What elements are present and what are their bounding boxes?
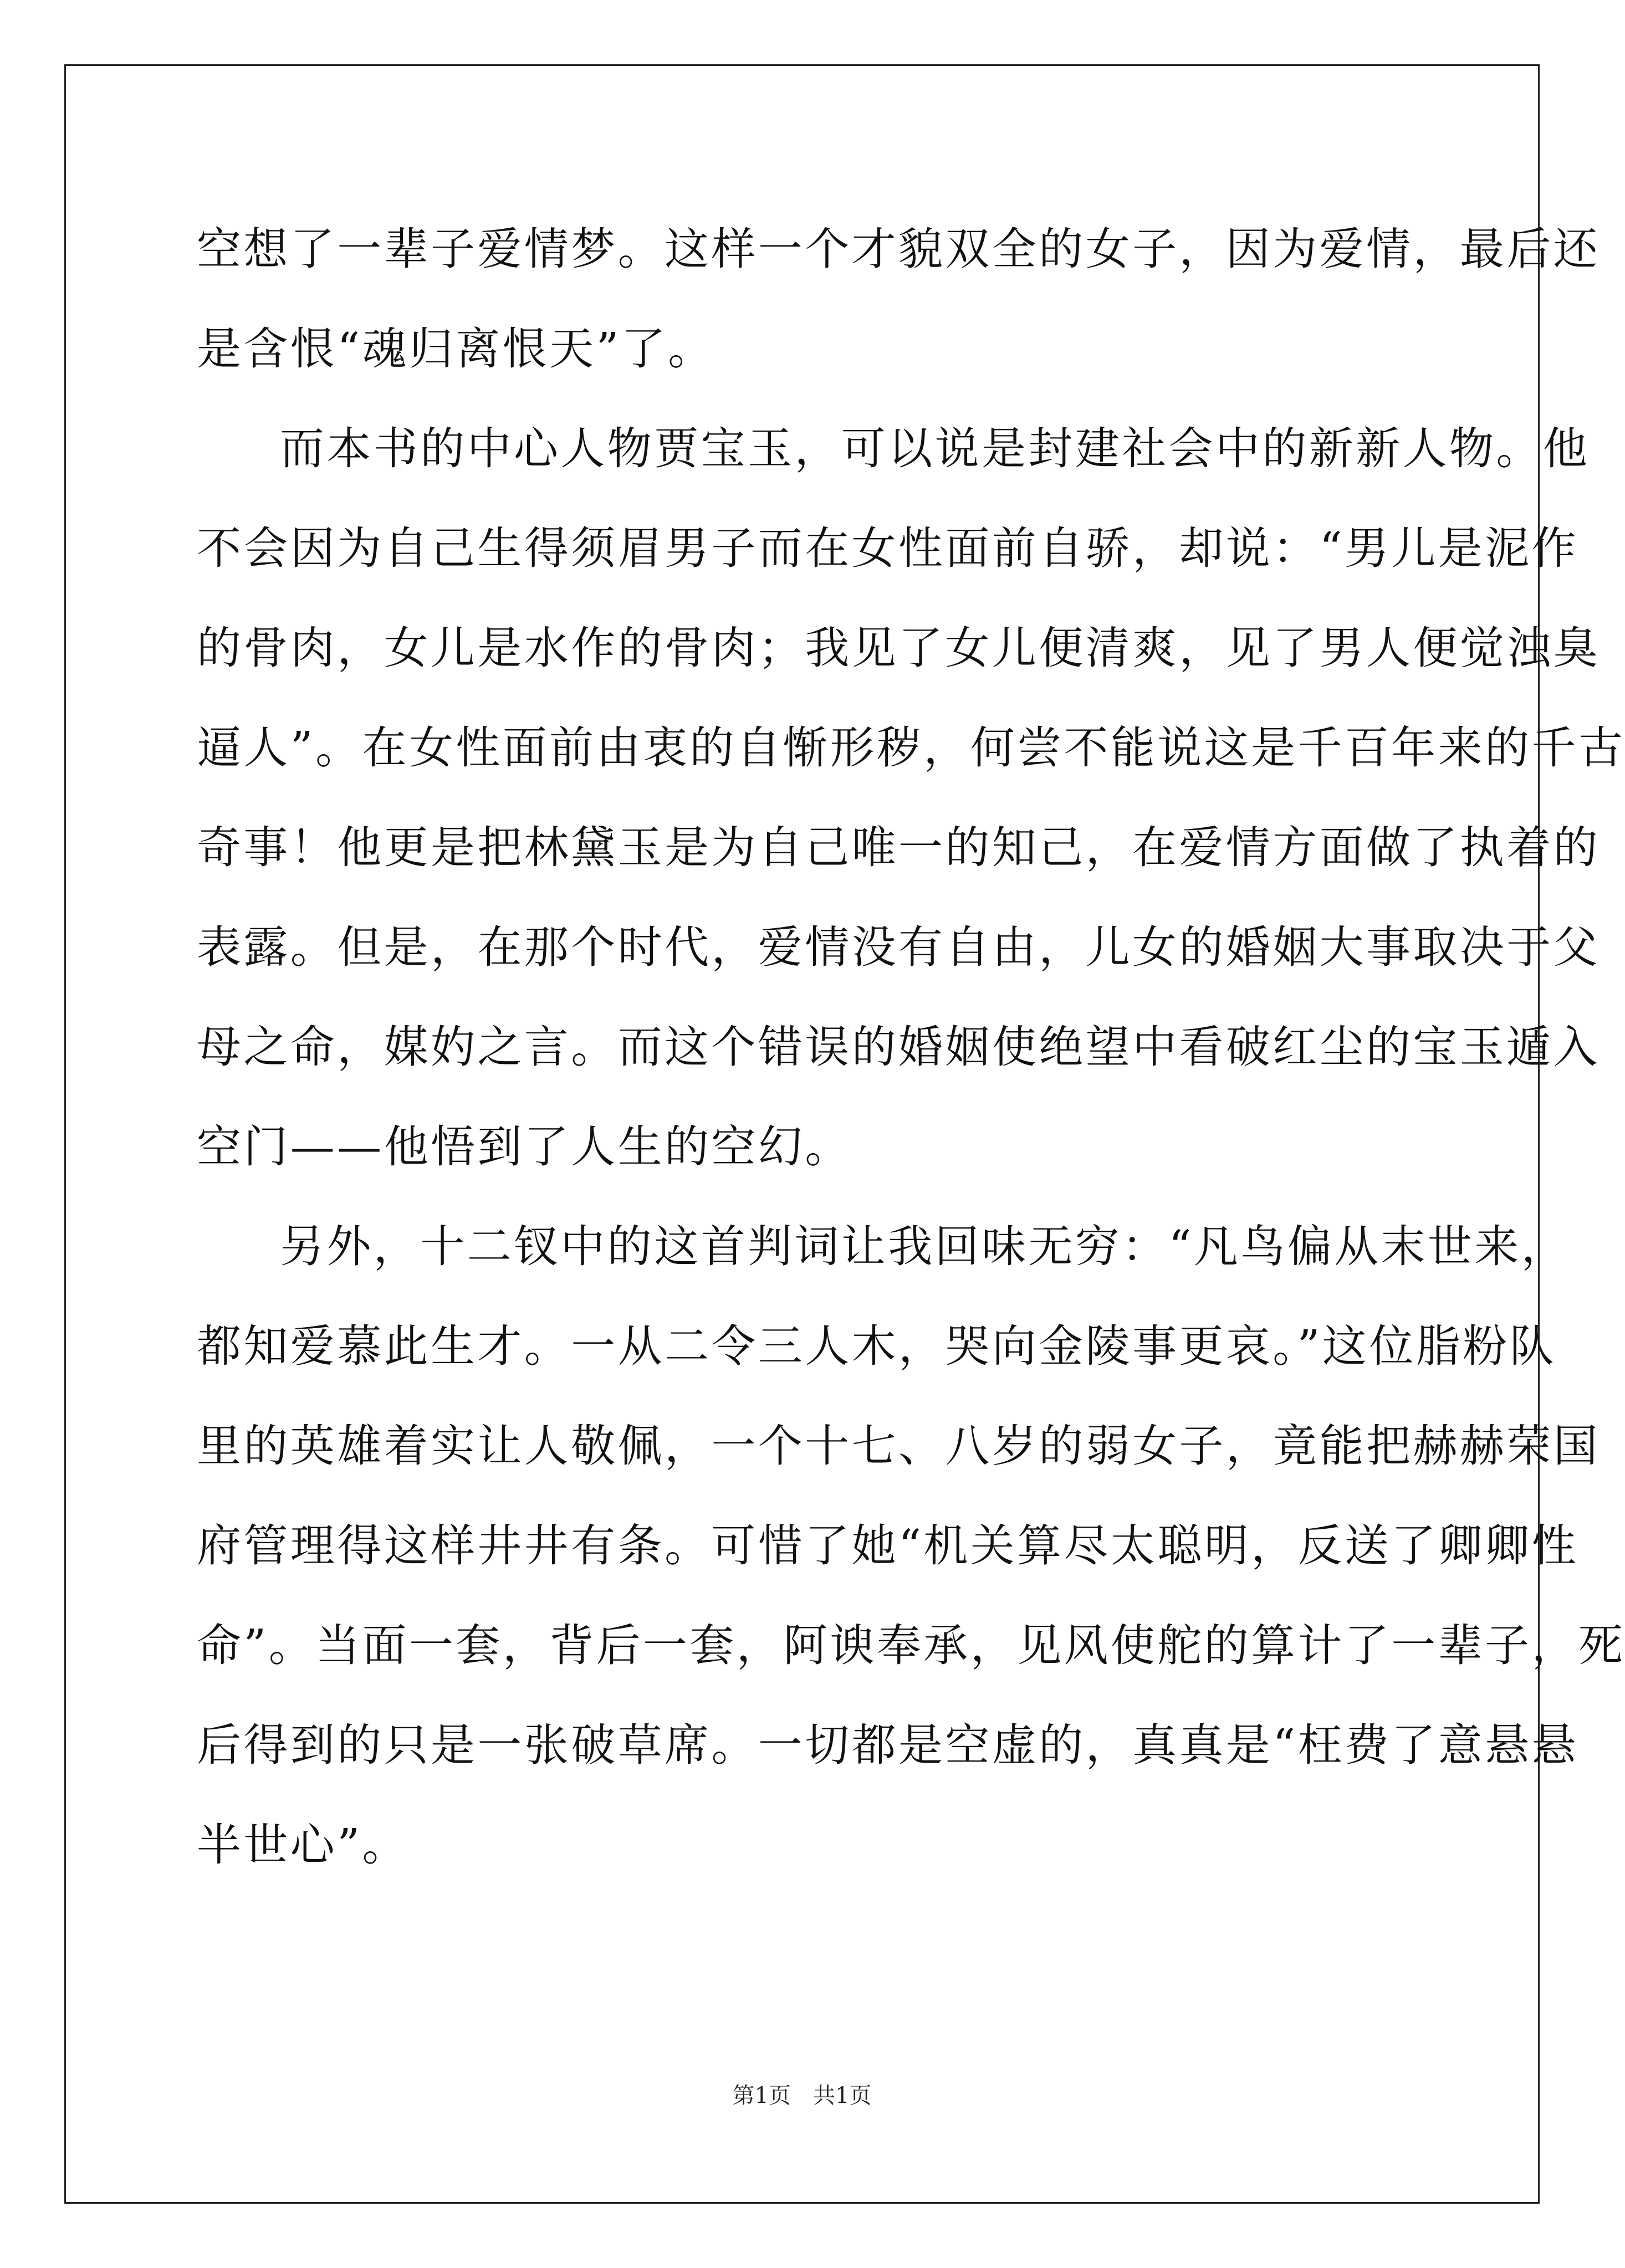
page-footer: 第1页 共1页 bbox=[732, 2083, 872, 2108]
text-line: 逼人”。在女性面前由衷的自惭形秽，何尝不能说这是千百年来的千古 bbox=[197, 722, 1625, 774]
paragraph-start-line: 另外，十二钗中的这首判词让我回味无穷：“凡鸟偏从末世来， bbox=[280, 1221, 1568, 1272]
text-line: 都知爱慕此生才。一从二令三人木，哭向金陵事更哀。”这位脂粉队 bbox=[197, 1320, 1556, 1372]
text-line: 的骨肉，女儿是水作的骨肉；我见了女儿便清爽，见了男人便觉浊臭 bbox=[197, 622, 1600, 674]
text-line: 是含恨“魂归离恨天”了。 bbox=[197, 323, 715, 375]
paragraph-start-line: 而本书的中心人物贾宝玉，可以说是封建社会中的新新人物。他 bbox=[280, 423, 1590, 474]
text-line: 后得到的只是一张破草席。一切都是空虚的，真真是“枉费了意悬悬 bbox=[197, 1719, 1578, 1771]
text-line: 命”。当面一套，背后一套，阿谀奉承，见风使舵的算计了一辈子，死 bbox=[197, 1620, 1625, 1671]
text-line: 不会因为自己生得须眉男子而在女性面前自骄，却说：“男儿是泥作 bbox=[197, 523, 1578, 574]
text-line: 府管理得这样井井有条。可惜了她“机关算尽太聪明，反送了卿卿性 bbox=[197, 1520, 1578, 1571]
text-line: 奇事！他更是把林黛玉是为自己唯一的知己，在爱情方面做了执着的 bbox=[197, 822, 1600, 873]
text-line: 空想了一辈子爱情梦。这样一个才貌双全的女子，因为爱情，最后还 bbox=[197, 223, 1600, 275]
document-body bbox=[197, 208, 1625, 1903]
text-line: 里的英雄着实让人敬佩，一个十七、八岁的弱女子，竟能把赫赫荣国 bbox=[197, 1420, 1600, 1472]
text-line: 空门——他悟到了人生的空幻。 bbox=[197, 1121, 852, 1173]
text-line: 母之命，媒妁之言。而这个错误的婚姻使绝望中看破红尘的宝玉遁入 bbox=[197, 1021, 1600, 1073]
text-line: 表露。但是，在那个时代，爱情没有自由，儿女的婚姻大事取决于父 bbox=[197, 921, 1600, 973]
text-line: 半世心”。 bbox=[197, 1819, 409, 1871]
